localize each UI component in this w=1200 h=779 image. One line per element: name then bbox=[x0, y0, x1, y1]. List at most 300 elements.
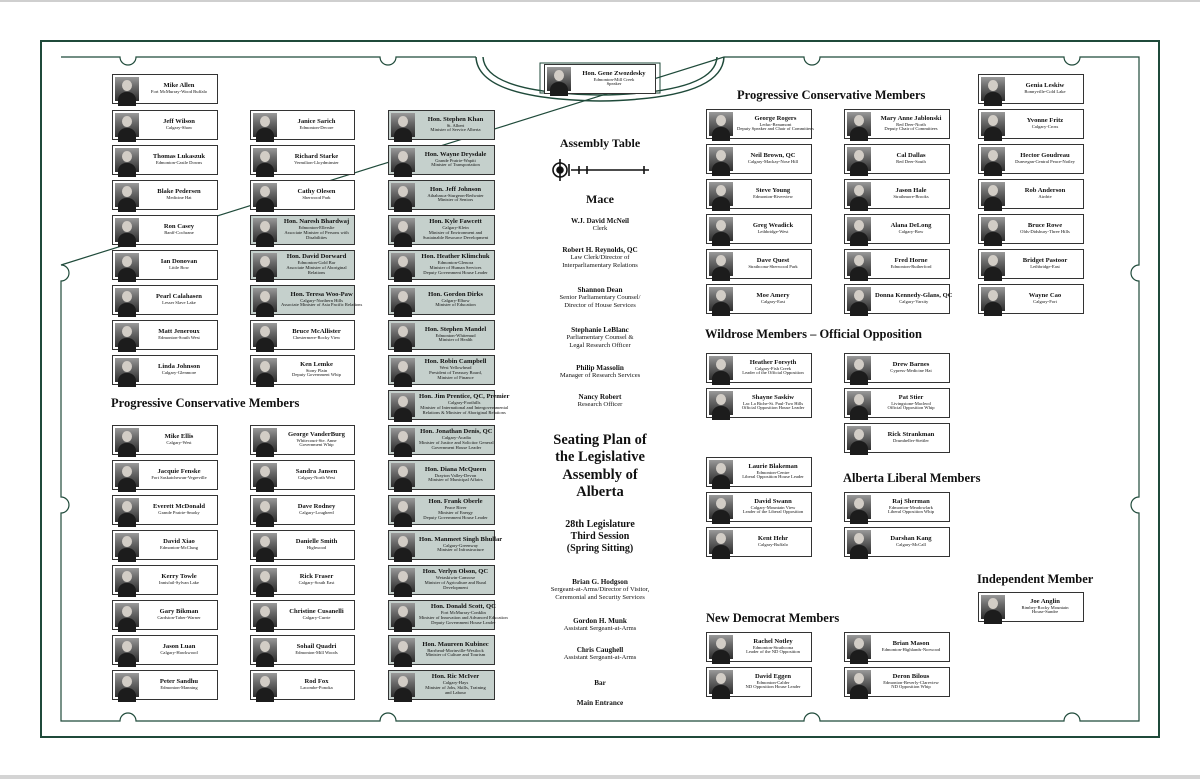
member-riding: Calgary-Lougheed bbox=[299, 510, 334, 516]
member-photo bbox=[115, 323, 139, 347]
member-card bbox=[112, 110, 218, 140]
member-riding: Highwood bbox=[306, 545, 327, 551]
member-card bbox=[388, 565, 495, 595]
member-riding: Edmonton-Whitemud bbox=[435, 332, 476, 338]
heading-ndp: New Democrat Members bbox=[706, 611, 840, 625]
official-name: Nancy Robert bbox=[578, 393, 622, 401]
member-name: Drew Barnes bbox=[892, 361, 930, 369]
member-riding: Calgary-Greenway bbox=[443, 542, 479, 548]
member-riding: Strathcona-Sherwood Park bbox=[748, 264, 798, 270]
member-name: Rachel Notley bbox=[753, 637, 793, 645]
member-name: Hon. Donald Scott, QC bbox=[430, 603, 496, 611]
member-card bbox=[978, 249, 1084, 279]
member-photo bbox=[115, 533, 139, 557]
member-photo bbox=[709, 670, 733, 694]
member-card bbox=[250, 425, 355, 455]
member-photo bbox=[115, 358, 139, 382]
member-riding: Edmonton-Meadowlark bbox=[889, 504, 933, 510]
member-riding: Calgary-South East bbox=[298, 580, 335, 586]
member-role: Speaker bbox=[606, 81, 622, 87]
member-card bbox=[844, 388, 950, 418]
official-role: Legal Research Officer bbox=[569, 341, 631, 349]
member-riding: Lacombe-Ponoka bbox=[300, 685, 333, 691]
member-photo bbox=[253, 218, 277, 242]
member-role: Official Opposition House Leader bbox=[741, 405, 805, 411]
speaker-card bbox=[544, 64, 656, 94]
member-role: Minister of Service Alberta bbox=[430, 127, 481, 133]
member-role: Sustainable Resource Development bbox=[422, 234, 489, 240]
member-photo bbox=[115, 253, 139, 277]
member-riding: Calgary-Currie bbox=[302, 615, 331, 621]
member-riding: Wetaskiwin-Camrose bbox=[435, 575, 476, 581]
member-name: Rod Fox bbox=[304, 678, 329, 686]
member-riding: Livingstone-Macleod bbox=[891, 400, 931, 406]
member-role: Minister of Justice and Solicitor General bbox=[419, 440, 494, 446]
member-card bbox=[112, 495, 218, 525]
member-name: Hon. Frank Oberle bbox=[428, 498, 483, 506]
member-role: Associate Minister of Asia Pacific Relations bbox=[281, 302, 363, 308]
member-card bbox=[706, 388, 812, 418]
member-card bbox=[250, 215, 355, 245]
member-photo bbox=[709, 635, 733, 659]
member-name: Peter Sandhu bbox=[159, 678, 199, 686]
member-name: Hon. Gordon Dirks bbox=[428, 290, 483, 298]
member-photo bbox=[391, 113, 415, 137]
member-photo bbox=[709, 356, 733, 380]
member-card bbox=[706, 249, 812, 279]
member-photo bbox=[847, 635, 871, 659]
member-photo bbox=[253, 288, 277, 312]
member-card bbox=[112, 425, 218, 455]
member-card bbox=[978, 74, 1084, 104]
member-name: Bruce Rowe bbox=[1027, 222, 1063, 230]
member-card bbox=[250, 530, 355, 560]
member-card bbox=[250, 460, 355, 490]
member-role: Government Whip bbox=[299, 442, 334, 448]
member-name: David Xiao bbox=[163, 538, 195, 546]
member-riding: Edmonton-Manning bbox=[160, 685, 198, 691]
member-name: David Eggen bbox=[754, 672, 792, 680]
member-photo bbox=[253, 533, 277, 557]
member-name: Joe Anglin bbox=[1030, 597, 1060, 605]
member-role: Minister of Jobs, Skills, Training bbox=[425, 685, 486, 691]
member-name: Jason Luan bbox=[162, 643, 196, 651]
official-name: W.J. David McNeil bbox=[570, 217, 630, 225]
member-photo bbox=[115, 638, 139, 662]
member-card bbox=[112, 635, 218, 665]
member-riding: Strathmore-Brooks bbox=[893, 194, 929, 200]
member-photo bbox=[709, 391, 733, 415]
member-photo bbox=[847, 391, 871, 415]
member-photo bbox=[115, 463, 139, 487]
member-role: Minister of Infrastructure bbox=[437, 547, 484, 553]
official bbox=[520, 246, 680, 269]
member-role: Deputy Government House Leader bbox=[431, 619, 496, 625]
member-card bbox=[844, 527, 950, 557]
member-card bbox=[112, 355, 218, 385]
member-riding: Lethbridge-West bbox=[757, 229, 789, 235]
official-role: Interparliamentary Relations bbox=[562, 261, 638, 269]
official bbox=[520, 578, 680, 601]
member-photo bbox=[391, 603, 415, 627]
member-card bbox=[706, 353, 812, 383]
member-riding: Fort McMurray-Conklin bbox=[440, 610, 486, 616]
official bbox=[520, 326, 680, 349]
member-card bbox=[250, 250, 355, 280]
mace-icon bbox=[549, 157, 651, 183]
official bbox=[520, 646, 680, 662]
member-riding: Edmonton-Strathcona bbox=[752, 644, 794, 650]
member-photo bbox=[981, 182, 1005, 206]
member-name: Rick Strankman bbox=[887, 431, 935, 439]
member-photo bbox=[709, 460, 733, 484]
member-role: Minister of Transportation bbox=[431, 162, 480, 168]
member-riding: Edmonton-Rutherford bbox=[890, 264, 932, 270]
member-riding: Calgary-Varsity bbox=[899, 299, 929, 305]
member-riding: Cardston-Taber-Warner bbox=[157, 615, 201, 621]
member-riding: Whitecourt-Ste. Anne bbox=[296, 437, 337, 443]
member-card bbox=[706, 632, 812, 662]
member-photo bbox=[391, 428, 415, 452]
member-riding: Edmonton-Highlands-Norwood bbox=[881, 647, 941, 653]
member-card bbox=[844, 179, 950, 209]
member-name: Moe Amery bbox=[756, 292, 790, 300]
official-name: Philip Massolin bbox=[576, 364, 624, 372]
member-name: Linda Johnson bbox=[158, 363, 200, 371]
member-riding: Banff-Cochrane bbox=[164, 230, 194, 236]
member-photo bbox=[981, 77, 1005, 101]
member-photo bbox=[391, 673, 415, 697]
member-photo bbox=[391, 253, 415, 277]
member-card bbox=[844, 109, 950, 139]
page-bottom-edge bbox=[0, 775, 1200, 779]
member-name: Hon. Heather Klimchuk bbox=[421, 253, 490, 261]
member-photo bbox=[847, 147, 871, 171]
member-role: and Labour bbox=[444, 689, 467, 695]
member-card bbox=[112, 670, 218, 700]
member-name: Hon. Wayne Drysdale bbox=[424, 150, 487, 158]
member-riding: Calgary-North West bbox=[298, 475, 335, 481]
member-photo bbox=[253, 638, 277, 662]
member-card bbox=[250, 180, 355, 210]
member-photo bbox=[253, 428, 277, 452]
member-riding: Peace River bbox=[444, 505, 467, 511]
member-card bbox=[112, 530, 218, 560]
member-name: Christine Cusanelli bbox=[289, 608, 344, 616]
member-riding: Calgary-Northern Hills bbox=[300, 297, 344, 303]
member-riding: Edmonton-Beverly-Clareview bbox=[883, 679, 939, 685]
member-name: Ian Donovan bbox=[160, 258, 198, 266]
member-riding: Calgary-Cross bbox=[1031, 124, 1059, 130]
member-role: Minister of Agriculture and Rural bbox=[424, 580, 487, 586]
member-card bbox=[706, 527, 812, 557]
member-photo bbox=[391, 463, 415, 487]
member-card bbox=[388, 390, 510, 420]
member-riding: Vermilion-Lloydminster bbox=[294, 160, 339, 166]
member-name: Bridget Pastoor bbox=[1022, 257, 1068, 265]
member-name: Darshan Kang bbox=[890, 535, 932, 543]
member-name: Hon. Naresh Bhardwaj bbox=[283, 218, 350, 226]
member-photo bbox=[391, 358, 415, 382]
member-role: President of Treasury Board, bbox=[429, 370, 482, 376]
member-card bbox=[388, 495, 495, 525]
heading-pc-left: Progressive Conservative Members bbox=[111, 396, 300, 410]
member-name: Dave Rodney bbox=[297, 503, 336, 511]
member-name: Hon. David Dorward bbox=[286, 253, 347, 261]
member-card bbox=[112, 320, 218, 350]
member-riding: Sherwood Park bbox=[302, 195, 331, 201]
member-card bbox=[388, 530, 503, 560]
member-photo bbox=[253, 673, 277, 697]
member-name: Fred Horne bbox=[894, 257, 928, 265]
member-name: Hon. Teresa Woo-Paw bbox=[290, 290, 353, 298]
member-name: Sandra Jansen bbox=[295, 468, 338, 476]
member-role: Minister of Culture and Tourism bbox=[425, 652, 486, 658]
member-riding: Calgary-Hays bbox=[442, 680, 469, 686]
member-photo bbox=[115, 183, 139, 207]
member-role: Deputy Government House Leader bbox=[423, 269, 488, 275]
member-card bbox=[388, 110, 495, 140]
member-riding: Calgary-Foothills bbox=[447, 400, 481, 406]
member-photo bbox=[847, 182, 871, 206]
member-card bbox=[112, 285, 218, 315]
member-photo bbox=[115, 288, 139, 312]
member-card bbox=[706, 492, 812, 522]
heading-liberal: Alberta Liberal Members bbox=[843, 471, 981, 485]
member-name: Hon. Jonathan Denis, QC bbox=[420, 428, 493, 436]
member-card bbox=[112, 600, 218, 630]
member-riding: Calgary-Fort bbox=[1033, 299, 1057, 305]
member-name: Danielle Smith bbox=[295, 538, 338, 546]
member-card bbox=[250, 320, 355, 350]
member-card bbox=[388, 600, 508, 630]
member-photo bbox=[847, 252, 871, 276]
member-photo bbox=[115, 113, 139, 137]
member-role: House-Sundre bbox=[1031, 609, 1059, 615]
member-card bbox=[978, 214, 1084, 244]
member-photo bbox=[253, 463, 277, 487]
member-role: Deputy Government Whip bbox=[292, 372, 341, 378]
member-photo bbox=[709, 495, 733, 519]
member-name: David Swann bbox=[754, 497, 792, 505]
member-riding: Calgary-East bbox=[761, 299, 785, 305]
member-card bbox=[112, 565, 218, 595]
member-name: Hon. Maureen Kubinec bbox=[422, 640, 489, 648]
member-riding: Edmonton-Glenora bbox=[437, 260, 474, 266]
member-riding: Fort McMurray-Wood Buffalo bbox=[150, 89, 208, 95]
official bbox=[520, 217, 680, 233]
member-name: Blake Pedersen bbox=[157, 188, 201, 196]
member-riding: Edmonton-Centre bbox=[756, 469, 790, 475]
member-role: Minister of Innovation and Advanced Education bbox=[419, 615, 508, 621]
member-photo bbox=[253, 113, 277, 137]
member-name: Donna Kennedy-Glans, QC bbox=[875, 292, 953, 300]
member-photo bbox=[709, 147, 733, 171]
member-role: Minister of Education bbox=[435, 302, 476, 308]
official-role: Assistant Sergeant-at-Arms bbox=[563, 654, 637, 661]
member-photo bbox=[981, 595, 1005, 619]
member-riding: Innisfail-Sylvan Lake bbox=[159, 580, 199, 586]
member-role: Leader of the Liberal Opposition bbox=[742, 509, 804, 515]
member-name: Jacquie Fenske bbox=[157, 468, 201, 476]
member-photo bbox=[847, 530, 871, 554]
official-name: Robert H. Reynolds, QC bbox=[562, 246, 638, 254]
member-riding: Calgary-Klein bbox=[442, 225, 469, 231]
member-card bbox=[388, 425, 495, 455]
member-name: Mike Ellis bbox=[164, 433, 194, 441]
member-name: George VanderBurg bbox=[288, 430, 345, 438]
member-riding: Edmonton-Mill Creek bbox=[593, 76, 635, 82]
member-card bbox=[112, 215, 218, 245]
member-riding: Edmonton-Mill Woods bbox=[295, 650, 338, 656]
member-card bbox=[250, 495, 355, 525]
member-role: Government House Leader bbox=[431, 444, 482, 450]
member-riding: Lesser Slave Lake bbox=[162, 300, 196, 306]
member-riding: Bonnyville-Cold Lake bbox=[1024, 89, 1066, 95]
member-card bbox=[112, 74, 218, 104]
member-role: Relations bbox=[307, 269, 326, 275]
member-riding: Calgary-Elbow bbox=[441, 297, 470, 303]
official-role: Ceremonial and Security Services bbox=[555, 593, 645, 601]
member-name: Heather Forsyth bbox=[749, 358, 797, 366]
member-photo bbox=[847, 495, 871, 519]
member-riding: Drayton Valley-Devon bbox=[434, 472, 477, 478]
member-name: Alana DeLong bbox=[890, 222, 932, 230]
member-photo bbox=[709, 530, 733, 554]
member-card bbox=[844, 249, 950, 279]
member-name: Hon. Stephen Khan bbox=[427, 115, 484, 123]
member-card bbox=[250, 285, 363, 315]
member-card bbox=[388, 320, 495, 350]
bar-label: Bar bbox=[594, 679, 606, 687]
member-card bbox=[250, 670, 355, 700]
member-role: ND Opposition House Leader bbox=[745, 684, 801, 690]
member-name: Mary Anne Jablonski bbox=[880, 114, 942, 122]
member-name: Pearl Calahasen bbox=[156, 293, 202, 301]
member-name: Thomas Lukaszuk bbox=[152, 153, 206, 161]
member-role: Liberal Opposition Whip bbox=[887, 509, 935, 515]
member-card bbox=[844, 284, 953, 314]
member-name: Cathy Olesen bbox=[297, 188, 336, 196]
member-photo bbox=[391, 148, 415, 172]
member-photo bbox=[115, 77, 139, 101]
member-role: Minister of Environment and bbox=[428, 230, 483, 236]
heading-independent: Independent Member bbox=[977, 572, 1094, 586]
member-photo bbox=[253, 323, 277, 347]
member-photo bbox=[391, 393, 415, 417]
member-photo bbox=[391, 288, 415, 312]
member-photo bbox=[709, 112, 733, 136]
member-riding: Olds-Didsbury-Three Hills bbox=[1020, 229, 1070, 235]
member-card bbox=[388, 145, 495, 175]
seating-plan-title: Seating Plan of the Legislative Assembly of Alberta bbox=[553, 432, 647, 501]
member-riding: Stony Plain bbox=[305, 367, 328, 373]
member-riding: Medicine Hat bbox=[166, 195, 192, 201]
official-role: Manager of Research Services bbox=[559, 372, 641, 379]
member-card bbox=[844, 667, 950, 697]
member-card bbox=[978, 144, 1084, 174]
member-riding: Lac La Biche-St. Paul-Two Hills bbox=[742, 400, 804, 406]
member-riding: Calgary-Hawkwood bbox=[160, 650, 198, 656]
member-photo bbox=[847, 356, 871, 380]
member-card bbox=[250, 635, 355, 665]
official-role: Research Officer bbox=[577, 401, 623, 408]
member-riding: Calgary-McCall bbox=[896, 542, 926, 548]
member-role: Minister of Seniors bbox=[437, 197, 474, 203]
main-entrance-label: Main Entrance bbox=[576, 699, 624, 707]
member-role: Liberal Opposition House Leader bbox=[742, 474, 804, 480]
member-name: Dave Quest bbox=[756, 257, 790, 265]
member-role: Deputy Government House Leader bbox=[423, 514, 488, 520]
member-card bbox=[844, 214, 950, 244]
member-photo bbox=[253, 603, 277, 627]
member-photo bbox=[709, 217, 733, 241]
member-card bbox=[978, 109, 1084, 139]
member-photo bbox=[115, 218, 139, 242]
member-name: Ron Casey bbox=[163, 223, 195, 231]
member-role: Minister of Municipal Affairs bbox=[428, 477, 483, 483]
member-photo bbox=[253, 253, 277, 277]
member-riding: St. Albert bbox=[446, 122, 465, 128]
member-role: Associate Minister of Aboriginal bbox=[286, 265, 347, 271]
official-role: Senior Parliamentary Counsel/ bbox=[559, 294, 641, 301]
member-name: Hon. Ric McIver bbox=[431, 673, 480, 681]
member-card bbox=[844, 353, 950, 383]
member-card bbox=[250, 110, 355, 140]
member-role: Minister of Health bbox=[438, 337, 473, 343]
member-riding: Calgary-Fish Creek bbox=[754, 365, 792, 371]
member-riding: Edmonton-Calder bbox=[756, 679, 790, 685]
member-name: Hon. Jim Prentice, QC, Premier bbox=[419, 393, 510, 401]
member-name: Kent Hehr bbox=[757, 535, 789, 543]
member-riding: Cypress-Medicine Hat bbox=[890, 368, 932, 374]
member-riding: Chestermere-Rocky View bbox=[292, 335, 341, 341]
member-name: Gary Bikman bbox=[159, 608, 199, 616]
member-card bbox=[844, 492, 950, 522]
member-name: Yvonne Fritz bbox=[1026, 117, 1064, 125]
member-role: Deputy Chair of Committees bbox=[884, 126, 938, 132]
member-riding: Calgary-West bbox=[166, 440, 192, 446]
member-name: Laurie Blakeman bbox=[748, 462, 798, 470]
assembly-table-label: Assembly Table bbox=[559, 136, 641, 150]
member-name: Hector Goudreau bbox=[1020, 152, 1070, 160]
member-card bbox=[978, 592, 1084, 622]
official-name: Gordon H. Munk bbox=[573, 617, 627, 625]
member-photo bbox=[115, 603, 139, 627]
member-card bbox=[250, 355, 355, 385]
member-name: Sohail Quadri bbox=[296, 643, 337, 651]
member-photo bbox=[115, 673, 139, 697]
member-card bbox=[112, 460, 218, 490]
member-card bbox=[112, 145, 218, 175]
member-photo bbox=[847, 670, 871, 694]
member-name: Bruce McAllister bbox=[292, 328, 341, 336]
member-photo bbox=[981, 287, 1005, 311]
member-photo bbox=[253, 498, 277, 522]
member-photo bbox=[847, 287, 871, 311]
member-photo bbox=[391, 638, 415, 662]
member-riding: Edmonton-South West bbox=[158, 335, 200, 341]
member-name: Deron Bilous bbox=[892, 672, 930, 680]
member-role: Minister of International and Intergovernmental bbox=[420, 405, 509, 411]
member-card bbox=[112, 250, 218, 280]
member-riding: Airdrie bbox=[1038, 194, 1052, 200]
official-role: Director of House Services bbox=[564, 301, 636, 309]
official-role: Assistant Sergeant-at-Arms bbox=[563, 625, 637, 632]
official-name: Brian G. Hodgson bbox=[572, 578, 628, 586]
official-name: Stephanie LeBlanc bbox=[571, 326, 629, 334]
member-card bbox=[388, 635, 495, 665]
